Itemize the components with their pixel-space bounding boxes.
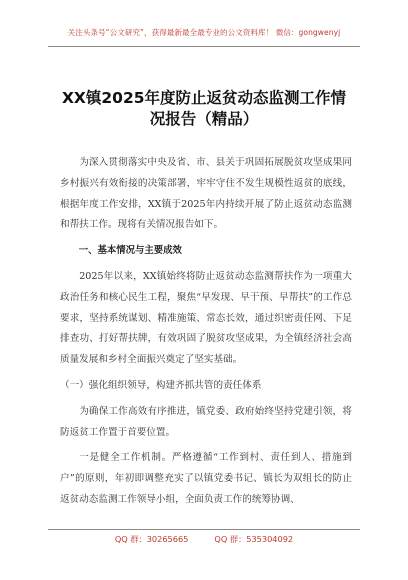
intro-paragraph: 为深入贯彻落实中央及省、市、县关于巩固拓展脱贫攻坚成果同乡村振兴有效衔接的决策部署，牢牢守住不发生规模性返贫的底线，根据年度工作安排，XX镇于2025年内持续开展了防止返贫动态监测和帮扶工作。现将有关情况报告如下。	[60, 157, 352, 231]
header-notice: 关注头条号“公文研究”，获得最新最全最专业的公文资料库！ 微信：gongwenyj	[67, 28, 341, 37]
footer-qq-group-2: QQ 群：535304092	[214, 534, 294, 544]
footer-qq-group-1: QQ 群：30265665	[114, 534, 189, 544]
section-heading-1: 一、基本情况与主要成效	[78, 245, 182, 257]
subsection-heading-1: （一）强化组织领导，构建齐抓共管的责任体系	[60, 379, 262, 391]
header-divider	[48, 46, 360, 47]
subsection-1-paragraph: 为确保工作高效有序推进，镇党委、政府始终坚持党建引领，将防返贫工作置于首要位置。	[60, 405, 352, 438]
document-body	[60, 153, 352, 516]
subsection-1-paragraph-2: 一是健全工作机制。严格遵循“工作到村、责任到人、措施到户”的原则，年初即调整充实了以镇党委书记、镇长为双组长的防止返贫动态监测工作领导小组，全面负责工作的统筹协调、	[60, 452, 352, 505]
section-1-paragraph: 2025年以来，XX镇始终将防止返贫动态监测帮扶作为一项重大政治任务和核心民生工程，聚焦“早发现、早干预、早帮扶”的工作总要求，坚持系统谋划、精准施策、常态长效，通过织密责任网、下足排查功、打好帮扶牌，有效巩固了脱贫攻坚成果，为全镇经济社会高质量发展和乡村全面振兴奠定了坚实基础。	[60, 270, 352, 366]
document-title: XX镇2025年度防止返贫动态监测工作情况报告（精品）	[61, 89, 347, 128]
footer-divider	[48, 529, 360, 530]
footer-contact	[0, 534, 408, 545]
